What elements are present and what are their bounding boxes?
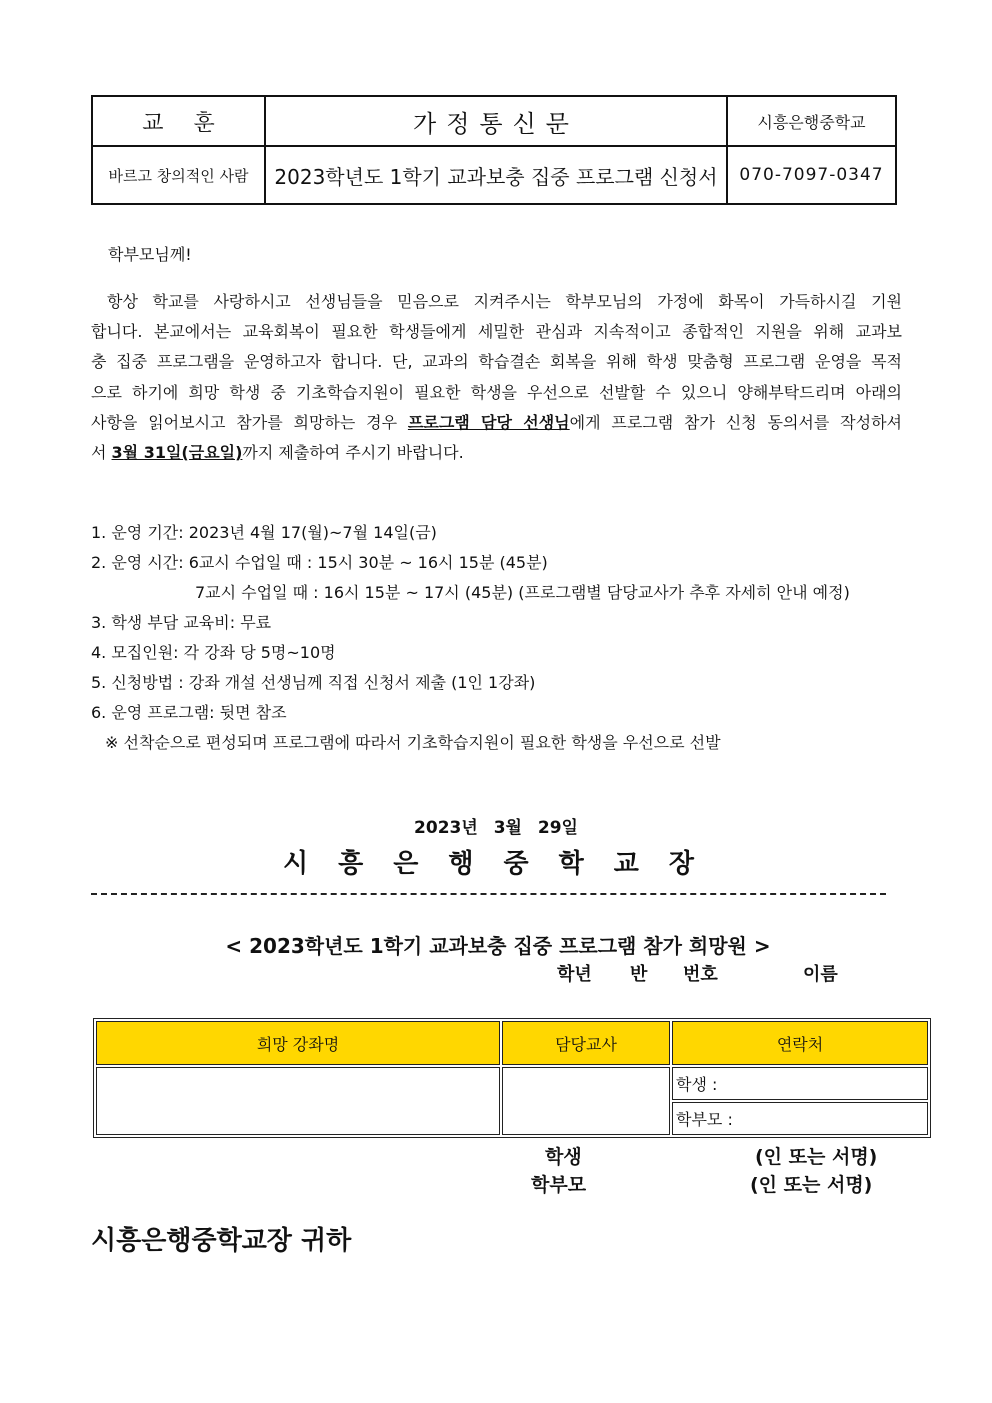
list-item-capacity: 4. 모집인원: 각 강좌 당 5명~10명 bbox=[91, 643, 336, 662]
number-label: 번호 bbox=[683, 964, 718, 985]
col-contact-header: 연락처 bbox=[672, 1021, 928, 1065]
body-line-6b: 까지 제출하여 주시기 바랍니다. bbox=[242, 443, 464, 463]
greeting: 학부모님께! bbox=[108, 245, 192, 264]
deadline-emphasis: 3월 31일(금요일) bbox=[111, 443, 243, 463]
parent-sign-label: 학부모 bbox=[531, 1174, 587, 1196]
student-seal-text: (인 또는 서명) bbox=[755, 1146, 878, 1168]
list-item-cost: 3. 학생 부담 교육비: 무료 bbox=[91, 613, 272, 632]
body-paragraph bbox=[91, 287, 902, 468]
header-table bbox=[91, 95, 897, 205]
body-line-6 bbox=[91, 438, 902, 468]
parent-contact-field[interactable]: 학부모 : bbox=[672, 1102, 928, 1135]
issue-date: 2023년 3월 29일 bbox=[414, 818, 578, 838]
form-title: < 2023학년도 1학기 교과보충 집중 프로그램 참가 희망원 > bbox=[225, 934, 771, 958]
body-line-5 bbox=[91, 408, 902, 438]
body-line-2: 합니다. 본교에서는 교육회복이 필요한 학생들에게 세밀한 관심과 지속적이고 종합적인 지원을 위해 교과보 bbox=[91, 322, 902, 342]
teacher-field[interactable] bbox=[502, 1067, 670, 1135]
list-item-time: 2. 운영 시간: 6교시 수업일 때 : 15시 30분 ~ 16시 15분 (45분) bbox=[91, 553, 548, 572]
course-name-field[interactable] bbox=[96, 1067, 500, 1135]
addressee: 시흥은행중학교장 귀하 bbox=[91, 1226, 352, 1256]
motto-text: 바르고 창의적인 사람 bbox=[92, 146, 265, 204]
list-item-method: 5. 신청방법 : 강좌 개설 선생님께 직접 신청서 제출 (1인 1강좌) bbox=[91, 673, 536, 692]
class-label: 반 bbox=[630, 964, 648, 985]
application-form-table bbox=[93, 1018, 931, 1138]
principal-title: 시흥은행중학교장 bbox=[283, 849, 724, 879]
phone-number: 070-7097-0347 bbox=[727, 146, 896, 204]
info-list bbox=[91, 518, 911, 758]
motto-label: 교훈 bbox=[92, 96, 265, 146]
program-title: 2023학년도 1학기 교과보충 집중 프로그램 신청서 bbox=[265, 146, 727, 204]
body-line-5a: 사항을 읽어보시고 참가를 희망하는 경우 bbox=[91, 412, 408, 432]
cut-line bbox=[91, 893, 886, 895]
teacher-emphasis: 프로그램 담당 선생님 bbox=[407, 412, 570, 432]
name-label: 이름 bbox=[803, 964, 838, 985]
list-item-time-2: 7교시 수업일 때 : 16시 15분 ~ 17시 (45분) (프로그램별 담당교사가 추후 자세히 안내 예정) bbox=[195, 583, 850, 602]
student-sign-label: 학생 bbox=[545, 1146, 582, 1168]
student-contact-field[interactable]: 학생 : bbox=[672, 1067, 928, 1100]
list-note: ※ 선착순으로 편성되며 프로그램에 따라서 기초학습지원이 필요한 학생을 우선으로 선발 bbox=[105, 733, 721, 752]
body-line-3: 충 집중 프로그램을 운영하고자 합니다. 단, 교과의 학습결손 회복을 위해 학생 맞춤형 프로그램 운영을 목적 bbox=[91, 352, 902, 372]
list-item-program: 6. 운영 프로그램: 뒷면 참조 bbox=[91, 703, 287, 722]
list-item-period: 1. 운영 기간: 2023년 4월 17(월)~7월 14일(금) bbox=[91, 523, 437, 542]
col-course-header: 희망 강좌명 bbox=[96, 1021, 500, 1065]
grade-label: 학년 bbox=[557, 964, 592, 985]
body-line-1: 항상 학교를 사랑하시고 선생님들을 믿음으로 지켜주시는 학부모님의 가정에 화목이 가득하시길 기원 bbox=[107, 292, 902, 311]
body-line-6a: 서 bbox=[91, 443, 112, 463]
school-name: 시흥은행중학교 bbox=[727, 96, 896, 146]
paper-title: 가정통신문 bbox=[265, 96, 727, 146]
col-teacher-header: 담당교사 bbox=[502, 1021, 670, 1065]
body-line-4: 으로 하기에 희망 학생 중 기초학습지원이 필요한 학생을 우선으로 선발할 수 있으니 양해부탁드리며 아래의 bbox=[91, 382, 902, 402]
parent-seal-text: (인 또는 서명) bbox=[750, 1174, 873, 1196]
body-line-5b: 에게 프로그램 참가 신청 동의서를 작성하셔 bbox=[569, 412, 902, 432]
